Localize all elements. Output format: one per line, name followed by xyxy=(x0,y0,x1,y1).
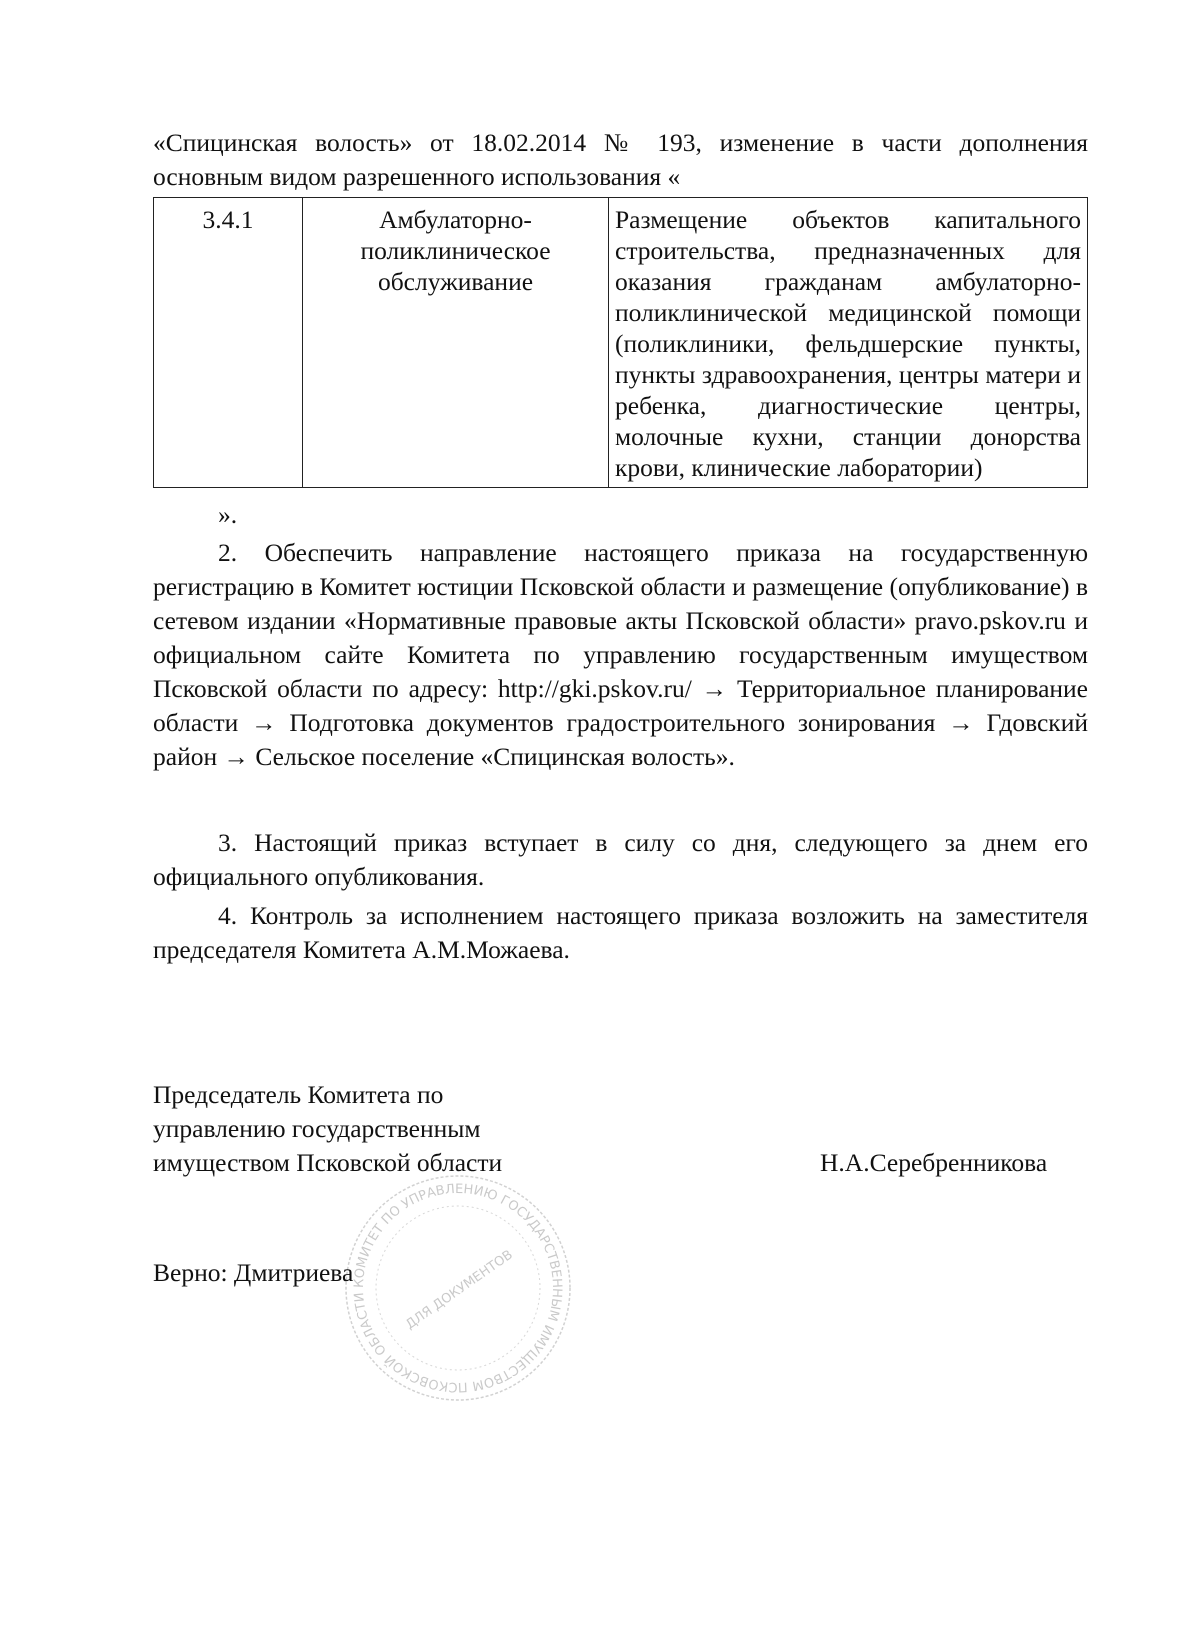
signatory-name: Н.А.Серебренникова xyxy=(820,1148,1048,1177)
paragraph-4: 4. Контроль за исполнением настоящего приказа возложить на заместителя председателя Комитета А.М.Можаева. xyxy=(153,901,1088,964)
signatory-title-line: управлению государственным xyxy=(153,1114,481,1143)
stamp-center-text: ДЛЯ ДОКУМЕНТОВ xyxy=(403,1247,516,1333)
certification-line: Верно: Дмитриева xyxy=(153,1258,354,1287)
land-use-table xyxy=(153,197,1088,488)
table-cell-code: 3.4.1 xyxy=(154,198,303,488)
table-cell-name: Амбулаторно-поликлиническое обслуживание xyxy=(303,198,609,488)
signatory-title-line: имуществом Псковской области xyxy=(153,1148,503,1177)
official-stamp xyxy=(338,1168,578,1408)
closing-quote: ». xyxy=(218,500,238,529)
stamp-ring-textpath: КОМИТЕТ ПО УПРАВЛЕНИЮ ГОСУДАРСТВЕННЫМ ИМУЩЕСТВОМ ПСКОВСКОЙ ОБЛАСТИ xyxy=(351,1181,565,1395)
table-cell-description: Размещение объектов капитального строительства, предназначенных для оказания гражданам амбулаторно-поликлинической медицинской помощи (поликлиники, фельдшерские пункты, пункты здравоохранения, центры матери и ребенка, диагностические центры, молочные кухни, станции донорства крови, клинические лаборатории) xyxy=(609,198,1088,488)
signatory-title-line: Председатель Комитета по xyxy=(153,1080,444,1109)
paragraph-3: 3. Настоящий приказ вступает в силу со дня, следующего за днем его официального опубликования. xyxy=(153,828,1088,891)
paragraph-2: 2. Обеспечить направление настоящего приказа на государственную регистрацию в Комитет юстиции Псковской области и размещение (опубликование) в сетевом издании «Нормативные правовые акты Псковской области» pravo.pskov.ru и официальном сайте Комитета по управлению государственным имуществом Псковской области по адресу: http://gki.pskov.ru/ → Территориальное планирование области → Подготовка документов градостроительного зонирования → Гдовский район → Сельское поселение «Спицинская волость». xyxy=(153,538,1088,771)
table-row xyxy=(154,198,1088,488)
signatory-title xyxy=(153,1078,502,1180)
intro-paragraph: «Спицинская волость» от 18.02.2014 № 193, изменение в части дополнения основным видом разрешенного использования « xyxy=(153,128,1088,191)
